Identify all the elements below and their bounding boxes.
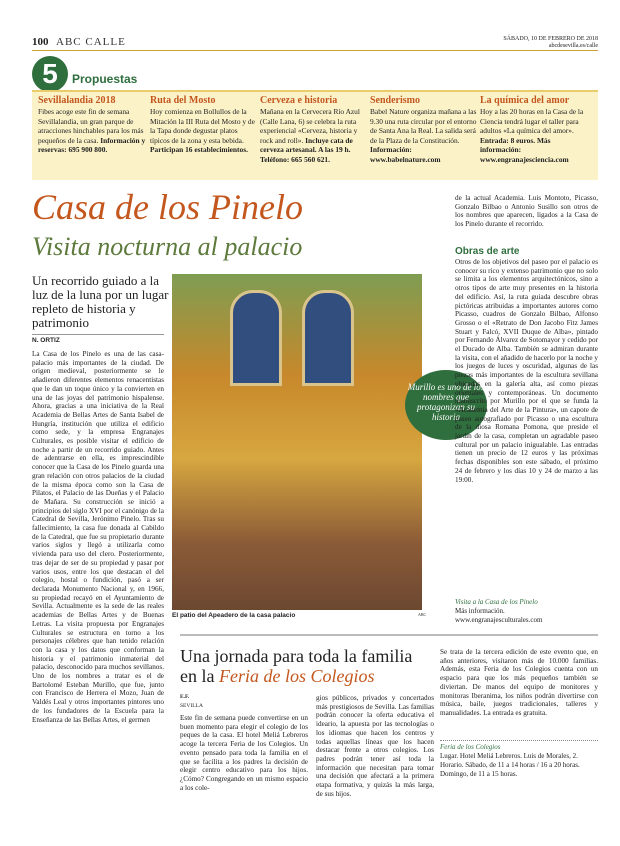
pull-quote-bubble: Murillo es uno de los nombres que protagonizan su historia bbox=[405, 370, 487, 440]
arch-window bbox=[302, 290, 354, 386]
section-name: ABC CALLE bbox=[56, 36, 126, 48]
proposal-text: Fibes acoge este fin de semana Sevillalandia, un gran parque de atracciones hinchables para los más pequeños de la casa. bbox=[38, 107, 144, 145]
proposal-item bbox=[480, 95, 588, 165]
proposal-title: Cerveza e historia bbox=[260, 95, 338, 106]
site-url: abcdesevilla.es/calle bbox=[548, 43, 598, 49]
proposal-title: La química del amor bbox=[480, 95, 570, 106]
secondary-place: SEVILLA bbox=[180, 703, 203, 709]
article-column-2-top: de la actual Academia. Luis Montoto, Picasso, Gonzalo Bilbao o Antonio Susillo son otros de los nombres que aparecen, ligados a la Casa de los Pinelo durante el recorrido. bbox=[455, 194, 598, 229]
info-lugar: Lugar. Hotel Meliá Lebreros. Luis de Morales, 2. bbox=[440, 752, 578, 760]
proposal-text: Hoy a las 20 horas en la Casa de la Ciencia tendrá lugar el taller para adultos «La química del amor». bbox=[480, 107, 584, 136]
headline-highlight: Feria de los Colegios bbox=[218, 666, 375, 686]
proposal-info: Entrada: 8 euros. Más información: www.engranajesciencia.com bbox=[480, 135, 569, 164]
feria-info-box bbox=[440, 740, 598, 779]
article-deck: Un recorrido guiado a la luz de la luna por un lugar repleto de historia y patrimonio bbox=[32, 273, 169, 330]
proposal-title: Ruta del Mosto bbox=[150, 95, 216, 106]
secondary-column-3: Se trata de la tercera edición de este evento que, en años anteriores, visitaron más de 10.000 familias. Además, esta Feria de los Colegios cuenta con un espacio para que los más pequeños también se diviertan. De manos del equipo de monitores y monitoras Iberanima, los niños podrán divertirse con música, baile, juegos tradicionales, talleres y manualidades. La entrada es gratuita. bbox=[440, 648, 598, 717]
visit-more-info: Más información. bbox=[455, 607, 505, 615]
article-author: N. ORTIZ bbox=[32, 334, 164, 344]
visit-url: www.engranajesculturales.com bbox=[455, 616, 543, 624]
proposal-item bbox=[150, 95, 258, 155]
secondary-column-2: gios públicos, privados y concertados más prestigiosos de Sevilla. Las familias podrán conocer la oferta educativa el ideario, la apuesta por las tecnologías o los idiomas que hacen los centros y todas aquellas líneas que los hacen destacar frente a otros colegios. Los padres podrán tener así toda la información que necesitan para tomar una decisión que afectará a la primera etapa formativa, y quizás la más larga, de sus hijos. bbox=[316, 694, 434, 798]
proposal-item bbox=[38, 95, 146, 155]
headline-line-1: Una jornada para toda la familia bbox=[180, 646, 413, 666]
courtyard-photo bbox=[172, 274, 422, 610]
info-title: Feria de los Colegios bbox=[440, 743, 501, 751]
photo-credit: ABC bbox=[418, 612, 427, 617]
proposal-item bbox=[370, 95, 478, 165]
article-column-2: Otros de los objetivos del paseo por el palacio es conocer su rico y extenso patrimonio que no solo se limita a los elementos arquitectónicos, sino a otros tipos de arte muy presentes en la historia del edificio. Así, la ruta guiada descubre obras pictóricas atribuidas a importantes autores como Picasso, cuadros de Gonzalo Bilbao, Alfonso Grosso o el «Retrato de Don Jacobo Fitz James Stuart y Falcó, XVII Duque de Alba», pintado por Fernando Álvarez de Sotomayor y cedido por el Ducado de Alba. También se admiran durante la visita, con el añadido de hacerlo por la noche y los juegos de luces y oscuridad, algunas de las piezas más importantes de la escultura sevillana ubicadas en la galería alta, así como piezas orientales y contemporáneas. Un documento manuscrito por Murillo por el que se funda la «Academia del Arte de la Pintura», un capote de paseo autografiado por Picasso o una escultura de la diosa Romana Pomona, que preside el jardín de la casa, completan un agradable paseo cultural por un palacio inigualable. Las entradas tienen un precio de 12 euros y las próximas fechas disponibles son este sábado, el próximo 24 de febrero y los días 10 y 24 de marzo a las 19:00. bbox=[455, 258, 598, 484]
arch-window bbox=[230, 290, 282, 386]
proposal-title: Senderismo bbox=[370, 95, 420, 106]
proposals-label: Propuestas bbox=[72, 72, 138, 86]
proposal-text: Mañana en la Cervecera Río Azul (Calle Lana, 6) se celebra la ruta experiencial «Cerveza, historia y rock and roll». bbox=[260, 107, 360, 145]
proposals-number-badge: 5 bbox=[32, 56, 68, 92]
section-separator bbox=[180, 634, 598, 636]
secondary-headline bbox=[180, 646, 412, 686]
info-horario: Horario. Sábado, de 11 a 14 horas / 16 a 20 horas. Domingo, de 11 a 15 horas. bbox=[440, 761, 580, 778]
proposal-info: Información: www.babelnature.com bbox=[370, 145, 441, 164]
proposal-text: Babel Nature organiza mañana a las 9.30 una ruta circular por el entorno de Santa Ana la Real. La salida será de la Plaza de la Constitución. bbox=[370, 107, 477, 145]
page-header bbox=[32, 36, 598, 51]
secondary-author: E.F. bbox=[180, 694, 190, 700]
proposal-info: Incluye cata de cerveza artesanal. A las 19 h. Teléfono: 665 560 621. bbox=[260, 135, 353, 164]
article-title: Casa de los Pinelo bbox=[32, 187, 303, 227]
article-subtitle: Visita nocturna al palacio bbox=[32, 232, 303, 261]
proposals-band bbox=[32, 90, 598, 180]
issue-date: SÁBADO, 10 DE FEBRERO DE 2018 bbox=[503, 36, 598, 42]
photo-caption: El patio del Apeadero de la casa palacio bbox=[172, 612, 296, 619]
page-number: 100 bbox=[32, 36, 49, 48]
proposal-title: Sevillalandia 2018 bbox=[38, 95, 116, 106]
article-subheading: Obras de arte bbox=[455, 246, 520, 257]
header-date-block bbox=[503, 36, 598, 50]
visit-info-box bbox=[455, 598, 542, 625]
proposal-text: Hoy comienza en Bollullos de la Mitación la III Ruta del Mosto y de la Tapa donde degustar platos típicos de la zona y esta bebida. bbox=[150, 107, 255, 145]
article-column-1: La Casa de los Pinelo es una de las casa-palacio más importantes de la ciudad. De origen medieval, posteriormente se le añadieron diferentes elementos renacentistas que le dan un toque único y la convierten en una de las joyas del patrimonio hispalense. Ahora, gracias a una iniciativa de la Real Academia de Bellas Artes de Santa Isabel de Hungría, institución que utiliza el edificio como sede, y la empresa Engranajes Culturales, es posible visitar el edificio de noche a partir de un recorrido guiado. Antes de adentrarse en ella, es imprescindible conocer que la Casa de los Pinelo guarda una gran relación con otros palacios de la ciudad de la misma época como son la Casa de Pilatos, el Palacio de las Dueñas y el Palacio de Mañara. Su construcción se inició a principios del siglo XVI por el canónigo de la Catedral de Sevilla, Jerónimo Pinelo. Tras su fallecimiento, la casa fue donada al Cabildo de la Catedral, que fue su propietario durante varios siglos y llegó a utilizarla como vivienda para uso del clero. Posteriormente, tras dejar de ser de su propiedad y pasar por varios usos, entre los que destacan el del colegio, hostal o fundición, pasó a ser declarada Monumento Nacional y, en 1966, su propiedad recayó en el Ayuntamiento de Sevilla. Actualmente es la sede de las reales academias de Bellas Artes y de Buenas Letras. La visita propuesta por Engranajes Culturales se estructura en torno a los personajes célebres que han tenido relación con la casa y los datos que conforman la historia y el patrimonio inmaterial del palacio, desconocido para muchos sevillanos. Uno de los nombres a tratar es el de Bartolomé Esteban Murillo, que fue, junto con Francisco de Herrera el Mozo, Juan de Valdés Leal y otros importantes pintores uno de los fundadores de la Escuela para la Enseñanza de las Bellas Artes, el germen bbox=[32, 350, 164, 724]
proposal-item bbox=[260, 95, 368, 165]
headline-line-2: en la bbox=[180, 666, 219, 686]
secondary-column-1: Este fin de semana puede convertirse en un buen momento para elegir el colegio de los peques de la casa. El hotel Meliá Lebreros acoge la tercera Feria de los Colegios. Un evento pensado para toda la familia en el que se facilita a los padres la decisión de elegir centro educativo para los hijos. ¿Cómo? Congregando en un mismo espacio a los cole- bbox=[180, 714, 308, 792]
visit-title: Visita a la Casa de los Pinelo bbox=[455, 598, 538, 606]
proposal-info: Participan 16 establecimientos. bbox=[150, 145, 248, 155]
proposal-info: Información y reservas: 695 900 800. bbox=[38, 135, 146, 155]
